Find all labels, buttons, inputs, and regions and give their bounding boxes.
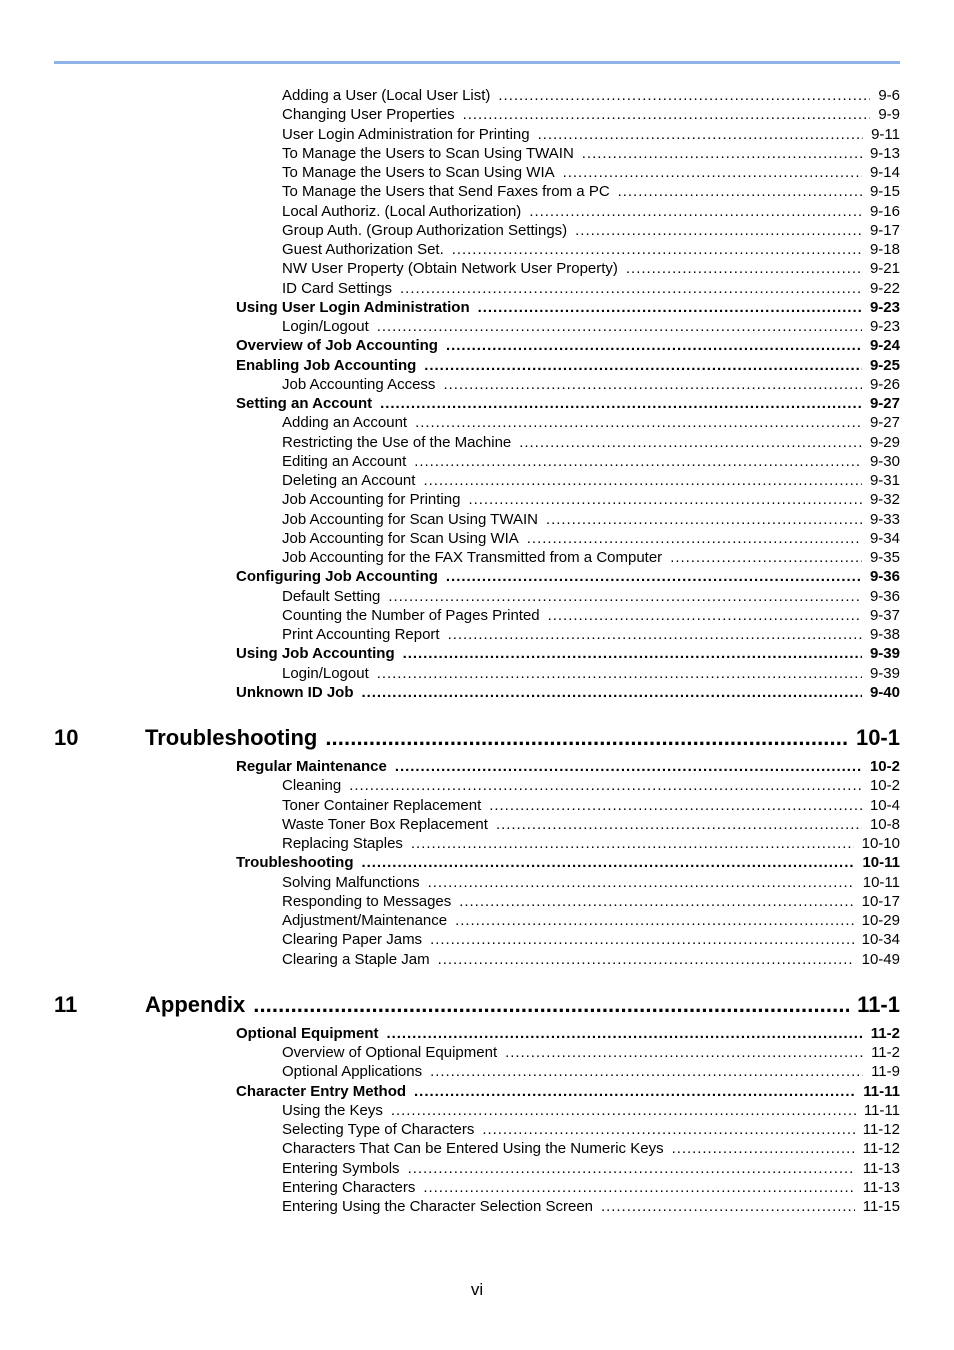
- entry-title: Job Accounting for Scan Using TWAIN: [282, 510, 538, 528]
- entry-title: User Login Administration for Printing: [282, 125, 530, 143]
- entry-title: Optional Applications: [282, 1063, 423, 1081]
- entry-page: 9-35: [869, 549, 900, 566]
- dot-leader: [446, 568, 862, 585]
- dot-leader: [443, 376, 862, 393]
- entry-page: 10-10: [861, 835, 900, 852]
- entry-page: 11-15: [862, 1198, 900, 1215]
- toc-subsection-entry[interactable]: [282, 874, 900, 893]
- entry-title: To Manage the Users to Scan Using TWAIN: [282, 144, 574, 162]
- entry-page: 9-29: [869, 433, 900, 451]
- dot-leader: [463, 106, 871, 123]
- entry-title: Characters That Can be Entered Using the Numeric Keys: [282, 1140, 664, 1158]
- dot-leader: [377, 665, 862, 682]
- dot-leader: [546, 511, 862, 528]
- dot-leader: [414, 1083, 855, 1100]
- dot-leader: [403, 645, 862, 662]
- toc-subsection-entry[interactable]: [282, 1179, 900, 1198]
- page-number: vi: [470, 1280, 484, 1299]
- dot-leader: [489, 797, 862, 814]
- dot-leader: [527, 530, 862, 547]
- dot-leader: [548, 607, 862, 624]
- toc-section-entry[interactable]: [236, 758, 900, 777]
- toc-subsection-entry[interactable]: [282, 931, 900, 950]
- entry-title: Using Job Accounting: [236, 645, 395, 663]
- entry-title: Using User Login Administration: [236, 298, 470, 316]
- toc-section-entry[interactable]: [236, 299, 900, 318]
- entry-page: 11-2: [871, 1044, 900, 1061]
- toc-subsection-entry[interactable]: [282, 607, 900, 626]
- toc-subsection-entry[interactable]: [282, 376, 900, 395]
- entry-page: 9-37: [869, 606, 900, 624]
- entry-title: Guest Authorization Set.: [282, 241, 444, 258]
- dot-leader: [478, 299, 862, 316]
- toc-subsection-entry[interactable]: [282, 797, 900, 816]
- dot-leader: [325, 725, 848, 751]
- entry-title: Job Accounting Access: [282, 375, 436, 393]
- entry-page: 9-18: [869, 241, 900, 258]
- toc-chapter-entry[interactable]: [54, 725, 900, 755]
- toc-subsection-entry[interactable]: [282, 893, 900, 912]
- dot-leader: [538, 126, 863, 143]
- entry-page: 10-11: [862, 873, 900, 891]
- entry-title: Group Auth. (Group Authorization Settings): [282, 221, 568, 239]
- entry-title: Character Entry Method: [236, 1082, 407, 1100]
- entry-title: Selecting Type of Characters: [282, 1121, 475, 1138]
- toc-subsection-entry[interactable]: [282, 453, 900, 472]
- entry-page: 9-15: [869, 183, 900, 201]
- toc-subsection-entry[interactable]: [282, 87, 900, 106]
- dot-leader: [455, 912, 854, 929]
- toc-subsection-entry[interactable]: [282, 1102, 900, 1121]
- entry-title: Editing an Account: [282, 452, 407, 470]
- toc-chapter-entry[interactable]: [54, 992, 900, 1022]
- entry-title: Login/Logout: [282, 318, 369, 335]
- entry-page: 9-23: [869, 318, 900, 335]
- entry-page: 9-31: [869, 472, 900, 489]
- entry-title: Counting the Number of Pages Printed: [282, 606, 540, 624]
- toc-subsection-entry[interactable]: [282, 203, 900, 222]
- entry-page: 11-12: [862, 1121, 900, 1138]
- dot-leader: [415, 414, 862, 431]
- entry-title: ID Card Settings: [282, 279, 393, 297]
- toc-subsection-entry[interactable]: [282, 511, 900, 530]
- entry-page: 9-17: [869, 221, 900, 239]
- dot-leader: [618, 183, 862, 200]
- entry-page: 11-12: [862, 1140, 900, 1158]
- dot-leader: [498, 87, 870, 104]
- entry-title: Optional Equipment: [236, 1024, 379, 1042]
- toc-subsection-entry[interactable]: [282, 1063, 900, 1082]
- entry-title: NW User Property (Obtain Network User Property): [282, 260, 618, 278]
- toc-subsection-entry[interactable]: [282, 1121, 900, 1140]
- entry-title: Replacing Staples: [282, 835, 403, 852]
- toc-subsection-entry[interactable]: [282, 816, 900, 835]
- chapter-number: 11: [54, 991, 78, 1017]
- entry-title: Solving Malfunctions: [282, 873, 420, 891]
- dot-leader: [349, 777, 862, 794]
- chapter-number: 10: [54, 725, 79, 750]
- dot-leader: [575, 222, 862, 239]
- entry-title: Entering Characters: [282, 1178, 416, 1196]
- entry-title: Adding an Account: [282, 414, 408, 432]
- entry-title: Responding to Messages: [282, 892, 452, 910]
- entry-title: To Manage the Users to Scan Using WIA: [282, 164, 555, 181]
- dot-leader: [423, 1179, 854, 1196]
- entry-page: 9-33: [869, 510, 900, 528]
- entry-title: Job Accounting for the FAX Transmitted from a Computer: [282, 549, 663, 566]
- dot-leader: [626, 260, 862, 277]
- entry-page: 9-21: [869, 260, 900, 278]
- entry-title: Job Accounting for Printing: [282, 491, 461, 509]
- entry-title: Overview of Optional Equipment: [282, 1044, 498, 1061]
- toc-section-entry[interactable]: [236, 357, 900, 376]
- toc-subsection-entry[interactable]: [282, 1044, 900, 1063]
- entry-page: 9-36: [869, 568, 900, 586]
- entry-page: 9-27: [869, 414, 900, 432]
- entry-title: Default Setting: [282, 587, 381, 605]
- dot-leader: [423, 472, 862, 489]
- dot-leader: [529, 203, 862, 220]
- dot-leader: [388, 588, 862, 605]
- entry-title: Cleaning: [282, 777, 342, 795]
- dot-leader: [670, 549, 862, 566]
- toc-section-entry[interactable]: [236, 337, 900, 356]
- dot-leader: [468, 491, 862, 508]
- entry-title: Setting an Account: [236, 395, 373, 412]
- entry-title: Toner Container Replacement: [282, 796, 482, 814]
- toc-subsection-entry[interactable]: [282, 241, 900, 260]
- entry-title: Adjustment/Maintenance: [282, 912, 448, 929]
- entry-title: Configuring Job Accounting: [236, 568, 438, 586]
- entry-title: Waste Toner Box Replacement: [282, 815, 488, 833]
- dot-leader: [408, 1160, 855, 1177]
- dot-leader: [438, 951, 854, 968]
- toc-section-entry[interactable]: [236, 395, 900, 414]
- entry-page: 9-32: [869, 491, 900, 509]
- entry-page: 9-30: [869, 452, 900, 470]
- entry-page: 9-11: [871, 125, 900, 143]
- dot-leader: [672, 1140, 855, 1157]
- dot-leader: [519, 434, 862, 451]
- dot-leader: [411, 835, 854, 852]
- chapter-title: Appendix: [145, 991, 246, 1017]
- entry-title: Troubleshooting: [236, 854, 354, 872]
- entry-page: 10-2: [869, 777, 900, 795]
- entry-page: 9-39: [869, 645, 900, 663]
- entry-title: Changing User Properties: [282, 106, 455, 124]
- entry-page: 9-14: [869, 164, 900, 181]
- dot-leader: [430, 931, 854, 948]
- toc-subsection-entry[interactable]: [282, 164, 900, 183]
- dot-leader: [452, 241, 862, 258]
- dot-leader: [400, 280, 862, 297]
- entry-title: Clearing a Staple Jam: [282, 950, 430, 968]
- toc-subsection-entry[interactable]: [282, 1140, 900, 1159]
- toc-subsection-entry[interactable]: [282, 318, 900, 337]
- entry-page: 10-49: [861, 950, 900, 968]
- toc-section-entry[interactable]: [236, 684, 900, 703]
- toc-subsection-entry[interactable]: [282, 912, 900, 931]
- entry-page: 10-4: [869, 796, 900, 814]
- entry-page: 9-26: [869, 375, 900, 393]
- dot-leader: [377, 318, 862, 335]
- entry-title: Enabling Job Accounting: [236, 356, 417, 374]
- entry-title: Adding a User (Local User List): [282, 87, 491, 104]
- dot-leader: [424, 357, 862, 374]
- entry-title: Entering Using the Character Selection Screen: [282, 1198, 594, 1215]
- dot-leader: [387, 1025, 863, 1042]
- dot-leader: [446, 337, 862, 354]
- entry-title: Job Accounting for Scan Using WIA: [282, 529, 519, 547]
- entry-title: To Manage the Users that Send Faxes from a PC: [282, 183, 610, 201]
- entry-page: 9-22: [869, 279, 900, 297]
- toc-subsection-entry[interactable]: [282, 434, 900, 453]
- toc-subsection-entry[interactable]: [282, 106, 900, 125]
- toc-subsection-entry[interactable]: [282, 626, 900, 645]
- entry-title: Clearing Paper Jams: [282, 931, 423, 949]
- toc-subsection-entry[interactable]: [282, 414, 900, 433]
- entry-page: 10-8: [869, 815, 900, 833]
- dot-leader: [505, 1044, 863, 1061]
- entry-title: Local Authoriz. (Local Authorization): [282, 202, 522, 220]
- dot-leader: [448, 626, 862, 643]
- toc-subsection-entry[interactable]: [282, 588, 900, 607]
- entry-page: 10-17: [861, 892, 900, 910]
- entry-page: 9-27: [869, 395, 900, 412]
- toc-subsection-entry[interactable]: [282, 1160, 900, 1179]
- dot-leader: [482, 1121, 854, 1138]
- entry-page: 9-38: [869, 626, 900, 643]
- dot-leader: [391, 1102, 856, 1119]
- dot-leader: [582, 145, 862, 162]
- toc-subsection-entry[interactable]: [282, 1198, 900, 1217]
- dot-leader: [380, 395, 862, 412]
- entry-title: Print Accounting Report: [282, 626, 440, 643]
- toc-section-entry[interactable]: [236, 854, 900, 873]
- entry-page: 9-36: [869, 587, 900, 605]
- entry-title: Login/Logout: [282, 664, 369, 682]
- dot-leader: [428, 874, 855, 891]
- entry-page: 9-16: [869, 202, 900, 220]
- toc-subsection-entry[interactable]: [282, 126, 900, 145]
- chapter-title: Troubleshooting: [145, 725, 318, 750]
- entry-page: 10-29: [861, 912, 900, 929]
- entry-page: 9-9: [878, 106, 900, 124]
- dot-leader: [362, 854, 855, 871]
- entry-page: 11-13: [862, 1178, 900, 1196]
- toc-subsection-entry[interactable]: [282, 260, 900, 279]
- dot-leader: [459, 893, 853, 910]
- entry-page: 11-13: [862, 1159, 900, 1177]
- toc-subsection-entry[interactable]: [282, 951, 900, 970]
- entry-title: Using the Keys: [282, 1101, 383, 1119]
- entry-page: 9-40: [869, 683, 900, 701]
- entry-page: 10-11: [862, 854, 900, 872]
- dot-leader: [253, 992, 849, 1018]
- toc-subsection-entry[interactable]: [282, 472, 900, 491]
- entry-title: Restricting the Use of the Machine: [282, 433, 512, 451]
- entry-page: 9-25: [869, 356, 900, 374]
- toc-subsection-entry[interactable]: [282, 665, 900, 684]
- chapter-page: 10-1: [855, 725, 900, 750]
- toc-subsection-entry[interactable]: [282, 183, 900, 202]
- entry-page: 9-23: [869, 298, 900, 316]
- toc-section-entry[interactable]: [236, 1025, 900, 1044]
- toc-section-entry[interactable]: [236, 568, 900, 587]
- toc-subsection-entry[interactable]: [282, 145, 900, 164]
- entry-page: 11-9: [871, 1063, 900, 1081]
- entry-page: 11-11: [863, 1101, 900, 1119]
- dot-leader: [414, 453, 862, 470]
- dot-leader: [496, 816, 862, 833]
- entry-title: Overview of Job Accounting: [236, 337, 438, 355]
- dot-leader: [430, 1063, 863, 1080]
- toc-subsection-entry[interactable]: [282, 280, 900, 299]
- entry-page: 9-13: [869, 144, 900, 162]
- toc-subsection-entry[interactable]: [282, 491, 900, 510]
- toc-section-entry[interactable]: [236, 1083, 900, 1102]
- toc-subsection-entry[interactable]: [282, 777, 900, 796]
- dot-leader: [362, 684, 862, 701]
- entry-title: Unknown ID Job: [236, 683, 354, 701]
- entry-page: 9-39: [869, 664, 900, 682]
- dot-leader: [601, 1198, 855, 1215]
- entry-page: 9-6: [878, 87, 900, 104]
- toc-subsection-entry[interactable]: [282, 530, 900, 549]
- entry-page: 9-24: [869, 337, 900, 355]
- toc-section-entry[interactable]: [236, 645, 900, 664]
- entry-title: Regular Maintenance: [236, 758, 387, 775]
- dot-leader: [395, 758, 862, 775]
- toc-subsection-entry[interactable]: [282, 222, 900, 241]
- entry-title: Deleting an Account: [282, 472, 416, 489]
- dot-leader: [563, 164, 862, 181]
- entry-page: 9-34: [869, 529, 900, 547]
- chapter-page: 11-1: [857, 991, 900, 1017]
- entry-title: Entering Symbols: [282, 1159, 400, 1177]
- entry-page: 10-34: [861, 931, 900, 949]
- entry-page: 11-11: [863, 1082, 900, 1100]
- entry-page: 10-2: [869, 758, 900, 775]
- toc-subsection-entry[interactable]: [282, 835, 900, 854]
- entry-page: 11-2: [870, 1024, 900, 1042]
- toc-subsection-entry[interactable]: [282, 549, 900, 568]
